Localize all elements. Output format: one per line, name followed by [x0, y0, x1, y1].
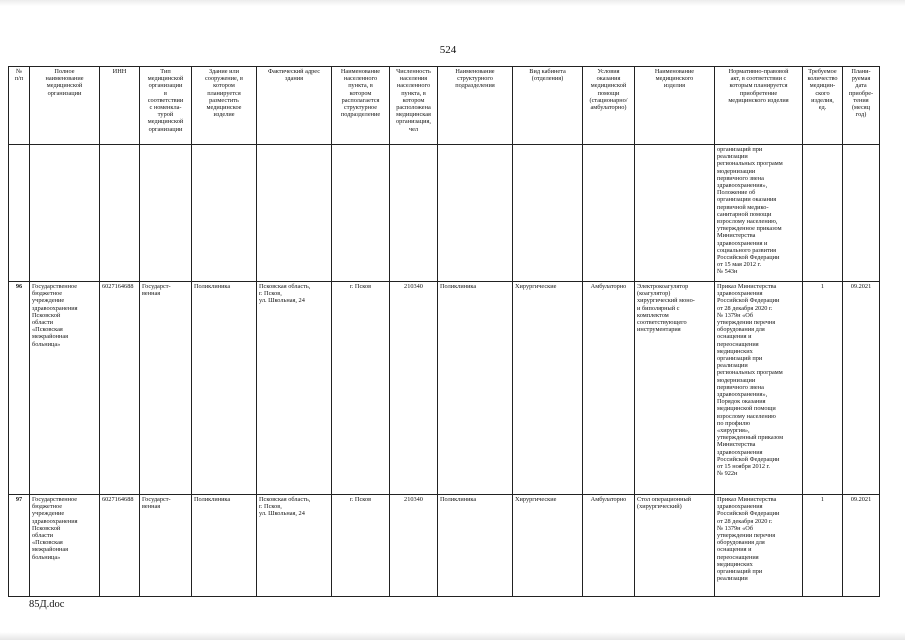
cell-normative-act: организаций при реализации региональных программ модернизации первичного звена здравоохранения», Положение об организации оказания первичной медико- санитарной помощи взрослому населению, утвержденное приказом Министерства здравоохранения и социального развития Российской Федерации от 15 мая 2012 г. № 543н	[715, 145, 803, 282]
cell-locality: г. Псков	[332, 495, 390, 597]
cell-device: Электрокоагулятор (коагулятор) хирургический моно- и биполярный с комплектом соответствующего инструментария	[635, 282, 715, 495]
cell-locality: г. Псков	[332, 282, 390, 495]
header-address: Фактический адрес здания	[257, 67, 332, 145]
scan-edge-top	[0, 0, 905, 6]
header-date: Плани- руемая дата приобре- тения (месяц год)	[843, 67, 880, 145]
header-org-name: Полное наименование медицинской организации	[30, 67, 100, 145]
table-row-continuation	[9, 145, 880, 282]
header-org-type: Тип медицинской организации в соответствии с номенкла- турой медицинской организации	[140, 67, 192, 145]
equipment-table	[8, 66, 880, 597]
table-row	[9, 282, 880, 495]
header-subdivision: Наименование структурного подразделения	[438, 67, 513, 145]
footer-filename: 85Д.doc	[29, 599, 65, 610]
cell-inn: 6027164688	[100, 495, 140, 597]
page-number: 524	[439, 44, 457, 56]
cell-device: Стол операционный (хирургический)	[635, 495, 715, 597]
cell-cabinet: Хирургические	[513, 282, 583, 495]
cell-cabinet: Хирургические	[513, 495, 583, 597]
cell-normative-act: Приказ Министерства здравоохранения Российской Федерации от 28 декабря 2020 г. № 1379н «Об утверждении перечня оборудования для оснащения и переоснащения медицинских организаций при реализации региональных программ модернизации первичного звена здравоохранения», Порядок оказания медицинской помощи взрослому населению по профилю «хирургия», утвержденный приказом Министерства здравоохранения Российской Федерации от 15 ноября 2012 г. № 922н	[715, 282, 803, 495]
cell-date: 09.2021	[843, 282, 880, 495]
cell-quantity: 1	[803, 282, 843, 495]
cell-quantity: 1	[803, 495, 843, 597]
cell-number: 97	[9, 495, 30, 597]
cell-address: Псковская область, г. Псков, ул. Школьная, 24	[257, 495, 332, 597]
table-header-row	[9, 67, 880, 145]
cell-subdivision: Поликлиника	[438, 282, 513, 495]
cell-population: 210340	[390, 282, 438, 495]
table-row	[9, 495, 880, 597]
cell-normative-act: Приказ Министерства здравоохранения Российской Федерации от 28 декабря 2020 г. № 1379н «Об утверждении перечня оборудования для оснащения и переоснащения медицинских организаций при реализации	[715, 495, 803, 597]
cell-org-name: Государственное бюджетное учреждение здравоохранения Псковской области «Псковская межрайонная больница»	[30, 495, 100, 597]
cell-org-name: Государственное бюджетное учреждение здравоохранения Псковской области «Псковская межрайонная больница»	[30, 282, 100, 495]
cell-org-type: Государст- венная	[140, 495, 192, 597]
cell-address: Псковская область, г. Псков, ул. Школьная, 24	[257, 282, 332, 495]
scan-edge-bottom	[0, 632, 905, 640]
cell-conditions: Амбулаторно	[583, 282, 635, 495]
header-population: Численность населения населенного пункта, в котором расположена медицинская организация, чел	[390, 67, 438, 145]
header-inn: ИНН	[100, 67, 140, 145]
header-device: Наименование медицинского изделия	[635, 67, 715, 145]
header-building: Здание или сооружение, в котором планируется разместить медицинское изделие	[192, 67, 257, 145]
cell-subdivision: Поликлиника	[438, 495, 513, 597]
cell-org-type: Государст- венная	[140, 282, 192, 495]
header-quantity: Требуемое количество медицин- ского изделия, ед.	[803, 67, 843, 145]
cell-inn: 6027164688	[100, 282, 140, 495]
header-cabinet: Вид кабинета (отделения)	[513, 67, 583, 145]
cell-building: Поликлиника	[192, 282, 257, 495]
cell-date: 09.2021	[843, 495, 880, 597]
header-locality: Наименование населенного пункта, в котором располагается структурное подразделение	[332, 67, 390, 145]
header-conditions: Условия оказания медицинской помощи (стационарно/ амбулаторно)	[583, 67, 635, 145]
header-number: № п/п	[9, 67, 30, 145]
header-normative-act: Нормативно-правовой акт, в соответствии с которым планируется приобретение медицинского изделия	[715, 67, 803, 145]
cell-building: Поликлиника	[192, 495, 257, 597]
cell-population: 210340	[390, 495, 438, 597]
cell-conditions: Амбулаторно	[583, 495, 635, 597]
cell-number: 96	[9, 282, 30, 495]
